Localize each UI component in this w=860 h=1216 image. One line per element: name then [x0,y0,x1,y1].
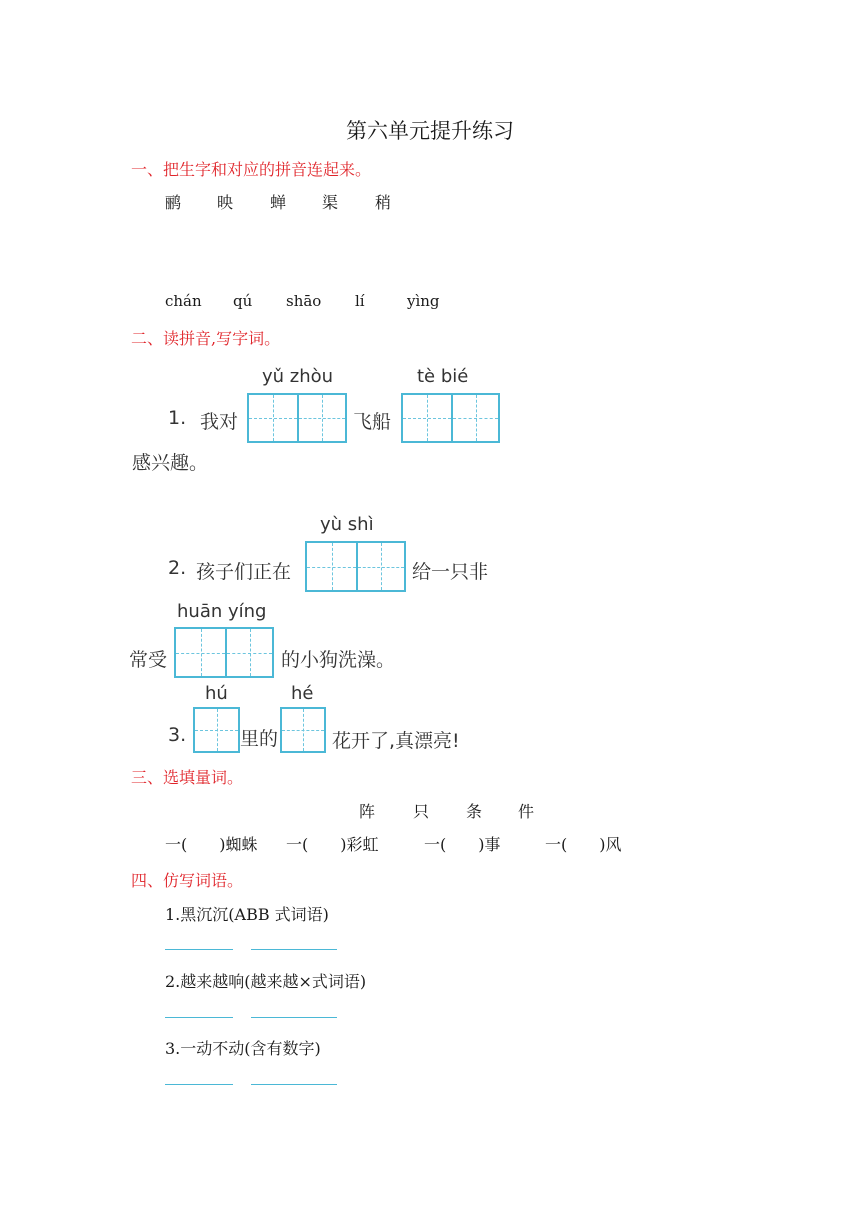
question-text: 花开了,真漂亮! [332,730,460,752]
pinyin-item: lí [355,292,365,310]
pinyin-item: shāo [286,292,322,310]
writing-grid[interactable] [247,393,347,443]
grid-cell[interactable] [403,395,451,441]
fill-blank-item[interactable]: 一( )蜘蛛 [165,835,258,854]
hanzi-item: 稍 [375,193,392,212]
answer-line[interactable] [251,1017,337,1018]
grid-cell[interactable] [451,395,498,441]
writing-grid[interactable] [401,393,500,443]
pinyin-prompt: tè bié [417,366,469,387]
grid-cell[interactable] [176,629,225,676]
question-text: 常受 [129,649,168,671]
question-text: 里的 [240,728,279,750]
answer-line[interactable] [251,949,337,950]
measure-word-option: 阵 [359,802,376,821]
pinyin-prompt: yǔ zhòu [262,366,334,387]
hanzi-item: 鹂 [165,193,182,212]
grid-cell[interactable] [282,709,324,751]
section-2-heading: 二、读拼音,写字词。 [131,329,281,348]
writing-grid[interactable] [174,627,274,678]
answer-line[interactable] [165,1017,233,1018]
pinyin-item: yìng [407,292,440,310]
grid-cell[interactable] [356,543,404,590]
fill-blank-item[interactable]: 一( )事 [424,835,501,854]
answer-line[interactable] [251,1084,337,1085]
section-3-heading: 三、选填量词。 [131,768,244,787]
hanzi-item: 蝉 [270,193,287,212]
pinyin-prompt: huān yíng [177,601,267,622]
fill-blank-item[interactable]: 一( )彩虹 [286,835,379,854]
hanzi-item: 映 [217,193,234,212]
question-number: 1. [168,407,187,429]
writing-grid[interactable] [305,541,406,592]
pinyin-prompt: yù shì [320,514,374,535]
hanzi-item: 渠 [322,193,339,212]
question-text: 的小狗洗澡。 [281,649,396,671]
grid-cell[interactable] [225,629,272,676]
pinyin-prompt: hú [205,683,228,704]
answer-line[interactable] [165,949,233,950]
fill-blank-item[interactable]: 一( )风 [545,835,622,854]
grid-cell[interactable] [307,543,356,590]
question-number: 3. [168,724,187,746]
pinyin-prompt: hé [291,683,314,704]
measure-word-option: 件 [518,802,535,821]
question-number: 2. [168,557,187,579]
grid-cell[interactable] [249,395,297,441]
question-text: 给一只非 [412,561,489,583]
grid-cell[interactable] [297,395,345,441]
pinyin-item: qú [233,292,253,310]
writing-grid[interactable] [193,707,240,753]
grid-cell[interactable] [195,709,238,751]
section-1-heading: 一、把生字和对应的拼音连起来。 [131,160,372,179]
answer-line[interactable] [165,1084,233,1085]
question-text: 飞船 [353,411,392,433]
imitation-prompt: 1.黑沉沉(ABB 式词语) [165,905,329,924]
imitation-prompt: 2.越来越响(越来越×式词语) [165,972,367,991]
question-text: 我对 [200,411,239,433]
writing-grid[interactable] [280,707,326,753]
question-text: 孩子们正在 [196,561,292,583]
measure-word-option: 条 [466,802,483,821]
section-4-heading: 四、仿写词语。 [131,871,244,890]
measure-word-option: 只 [413,802,430,821]
pinyin-item: chán [165,292,202,310]
imitation-prompt: 3.一动不动(含有数字) [165,1039,321,1058]
question-text: 感兴趣。 [132,452,209,474]
page-title: 第六单元提升练习 [346,119,514,143]
